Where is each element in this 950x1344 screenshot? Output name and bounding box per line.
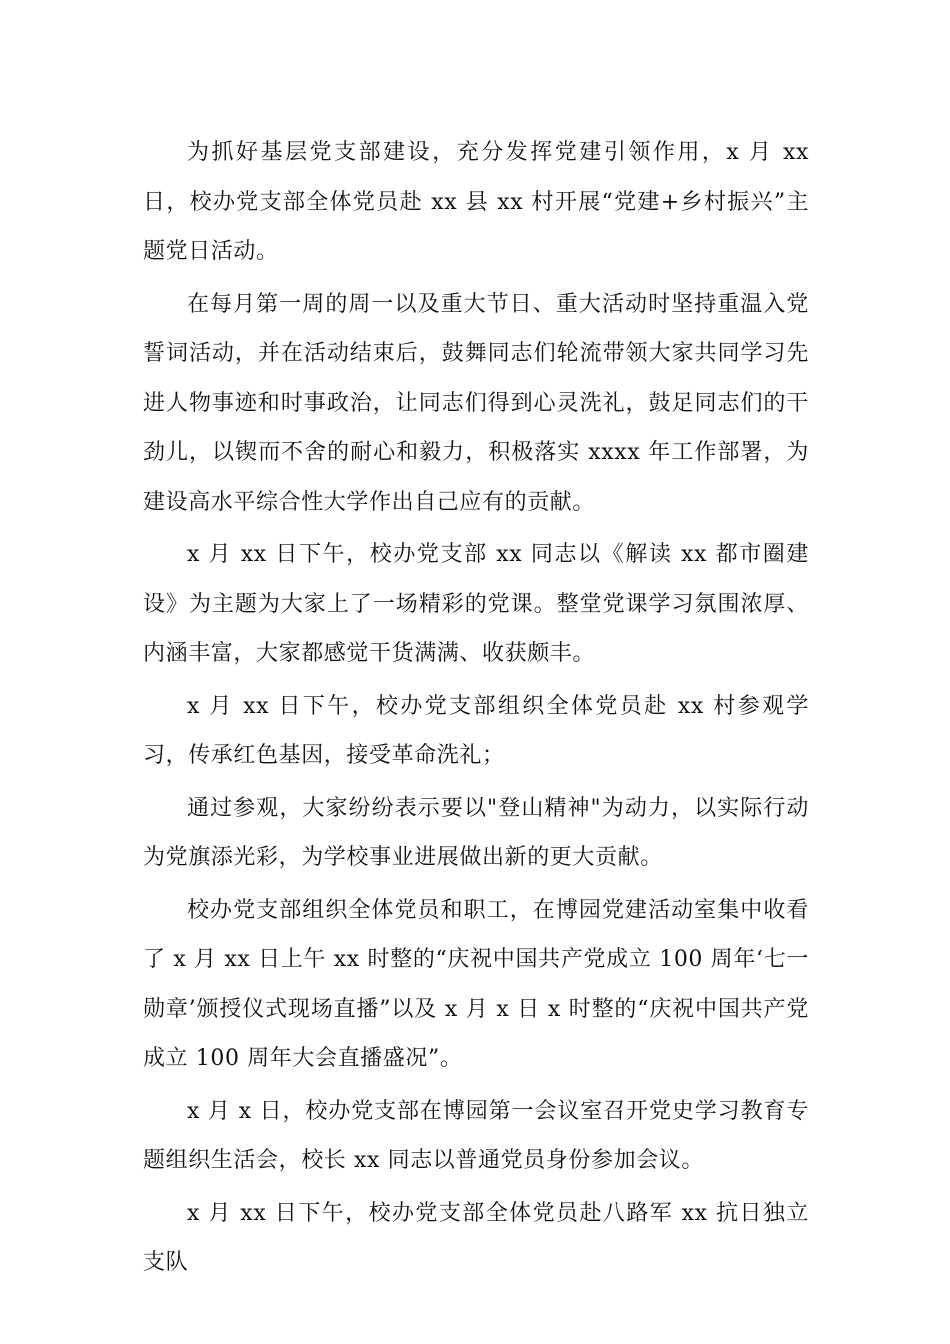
document-body	[143, 128, 809, 1291]
paragraph-8: x 月 xx 日下午，校办党支部全体党员赴八路军 xx 抗日独立支队	[143, 1200, 809, 1275]
paragraph-6: 校办党支部组织全体党员和职工，在博园党建活动室集中收看了 x 月 xx 日上午 xx 时整的“庆祝中国共产党成立 100 周年‘七一勋章’颁授仪式现场直播”以及 x 月 x 日 x 时整的“庆祝中国共产党成立 100 周年大会直播盛况”。	[143, 897, 809, 1071]
paragraph-4: x 月 xx 日下午，校办党支部组织全体党员赴 xx 村参观学习，传承红色基因，接受革命洗礼；	[143, 693, 809, 768]
paragraph-5: 通过参观，大家纷纷表示要以"登山精神"为动力，以实际行动为党旗添光彩，为学校事业进展做出新的更大贡献。	[143, 795, 809, 870]
paragraph-1: 为抓好基层党支部建设，充分发挥党建引领作用，x 月 xx 日，校办党支部全体党员赴 xx 县 xx 村开展“党建+乡村振兴”主题党日活动。	[143, 140, 809, 264]
paragraph-2: 在每月第一周的周一以及重大节日、重大活动时坚持重温入党誓词活动，并在活动结束后，鼓舞同志们轮流带领大家共同学习先进人物事迹和时事政治，让同志们得到心灵洗礼，鼓足同志们的干劲儿，以锲而不舍的耐心和毅力，积极落实 xxxx 年工作部署，为建设高水平综合性大学作出自己应有的贡献。	[143, 291, 809, 515]
paragraph-3: x 月 xx 日下午，校办党支部 xx 同志以《解读 xx 都市圈建设》为主题为大家上了一场精彩的党课。整堂党课学习氛围浓厚、内涵丰富，大家都感觉干货满满、收获颇丰。	[143, 542, 809, 666]
paragraph-7: x 月 x 日，校办党支部在博园第一会议室召开党史学习教育专题组织生活会，校长 xx 同志以普通党员身份参加会议。	[143, 1098, 809, 1173]
